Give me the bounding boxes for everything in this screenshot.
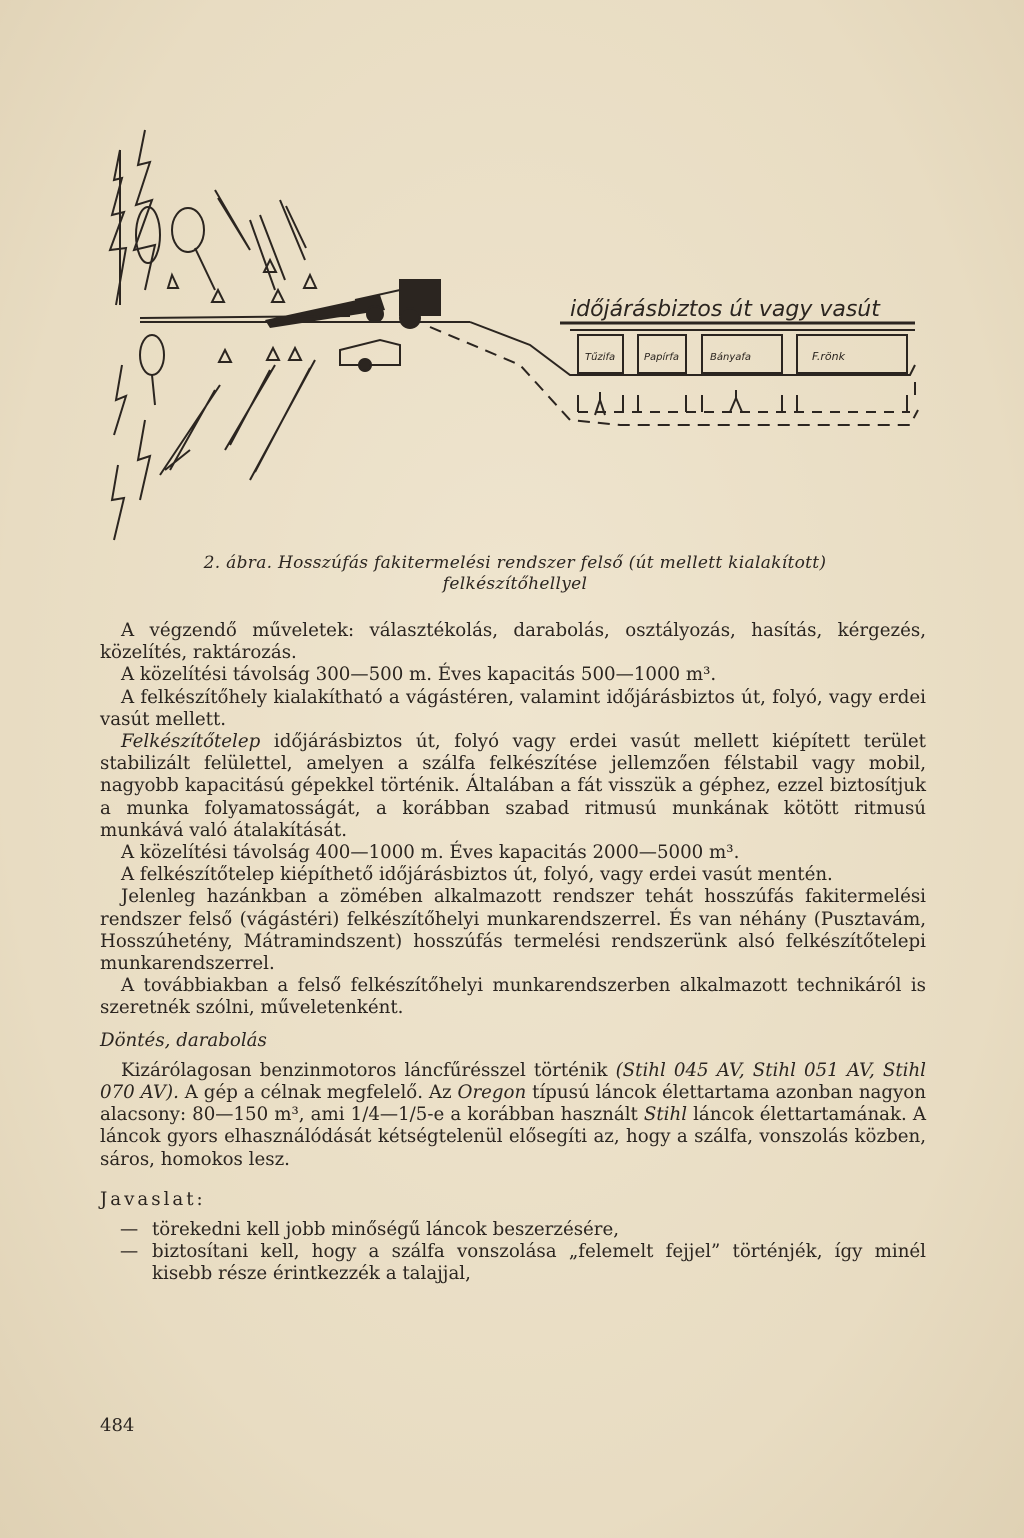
list-item-text: biztosítani kell, hogy a szálfa vonszolása „felemelt fejjel” történjék, így minél kisebb része érintkezzék a talajjal, (152, 1241, 926, 1285)
stack-label: Tűzifa (585, 352, 616, 363)
paragraph: A továbbiakban a felső felkészítőhelyi munkarendszerben alkalmazott technikáról is szeretnék szólni, műveletenként. (100, 975, 926, 1019)
text-run: Kizárólagosan benzinmotoros láncfűrésszel történik (121, 1059, 616, 1081)
logging-system-sketch (100, 120, 930, 560)
text-run: láncok élettartamának. A láncok gyors elhasználódását kétségtelenül elősegíti az, hogy a szálfa, vonszolás közben, sáros, homokos lesz. (100, 1104, 927, 1170)
list-item-text: törekedni kell jobb minőségű láncok beszerzésére, (152, 1219, 620, 1241)
text-run-italic: Stihl (643, 1104, 688, 1126)
tree-icon (134, 130, 155, 290)
worker-icon (730, 390, 742, 412)
dash-bullet: — (120, 1219, 139, 1241)
stack-label: Papírfa (644, 352, 680, 363)
dash-bullet: — (120, 1241, 139, 1263)
text-run-italic: (Stihl 045 AV, Stihl 051 AV, Stihl 070 AV). (100, 1059, 927, 1104)
section-heading: Döntés, darabolás (100, 1029, 267, 1051)
figure-caption (100, 553, 930, 595)
caption-line: 2. ábra. Hosszúfás fakitermelési rendszer felső (út mellett kialakított) (203, 553, 827, 573)
paragraph (100, 1060, 926, 1171)
paragraph: Jelenleg hazánkban a zömében alkalmazott rendszer tehát hosszúfás fakitermelési rendszer felső (vágástéri) felkészítőhelyi munkarendszerrel. És van néhány (Pusztavám, Hosszúhetény, Mátramindszent) hosszúfás termelési rendszerünk alsó felkészítőtelepi munkarendszerrel. (100, 886, 926, 975)
paragraph: A felkészítőhely kialakítható a vágástéren, valamint időjárásbiztos út, folyó, vagy erdei vasút mellett. (100, 686, 926, 730)
text-run: A gép a célnak megfelelő. Az (178, 1082, 458, 1104)
paragraph: A közelítési távolság 400—1000 m. Éves kapacitás 2000—5000 m³. (121, 842, 740, 864)
caption-line: felkészítőhellyel (442, 574, 588, 594)
paragraph: A felkészítőtelep kiépíthető időjárásbiztos út, folyó, vagy erdei vasút mentén. (121, 864, 833, 886)
list-item (100, 1219, 926, 1241)
road-label: időjárásbiztos út vagy vasút (570, 297, 880, 322)
term-felkeszitotelep: Felkészítőtelep (121, 731, 261, 753)
body-text (100, 620, 926, 1286)
stack-label: Bányafa (710, 352, 752, 363)
text-run-italic: Oregon (457, 1082, 527, 1104)
page-number: 484 (100, 1415, 135, 1436)
figure-2-diagram (100, 120, 930, 560)
text-run: típusú láncok élettartama azonban nagyon alacsony: 80—150 m³, ami 1/4—1/5-e a korábban használt (100, 1082, 926, 1126)
tree-icon (110, 150, 126, 305)
paragraph: A közelítési távolság 300—500 m. Éves kapacitás 500—1000 m³. (121, 664, 717, 686)
list-item (100, 1241, 926, 1285)
javaslat-heading: Javaslat: (100, 1188, 206, 1210)
paragraph-text: időjárásbiztos út, folyó vagy erdei vasút mellett kiépített terület stabilizált felülettel, amelyen a szálfa felkészítése jellemzően félstabil vagy mobil, nagyobb kapacitású gépekkel történik. Általában a fát visszük a géphez, ezzel biztosítjuk a munka folyamatosságát, a korábban szabad ritmusú munkának kötött ritmusú munkává való átalakítását. (100, 731, 926, 841)
paragraph: A végzendő műveletek: választékolás, darabolás, osztályozás, hasítás, kérgezés, közelítés, raktározás. (100, 620, 926, 664)
stack-label: F.rönk (812, 350, 845, 363)
tree-crown-icon (172, 208, 204, 252)
paragraph (100, 731, 926, 842)
